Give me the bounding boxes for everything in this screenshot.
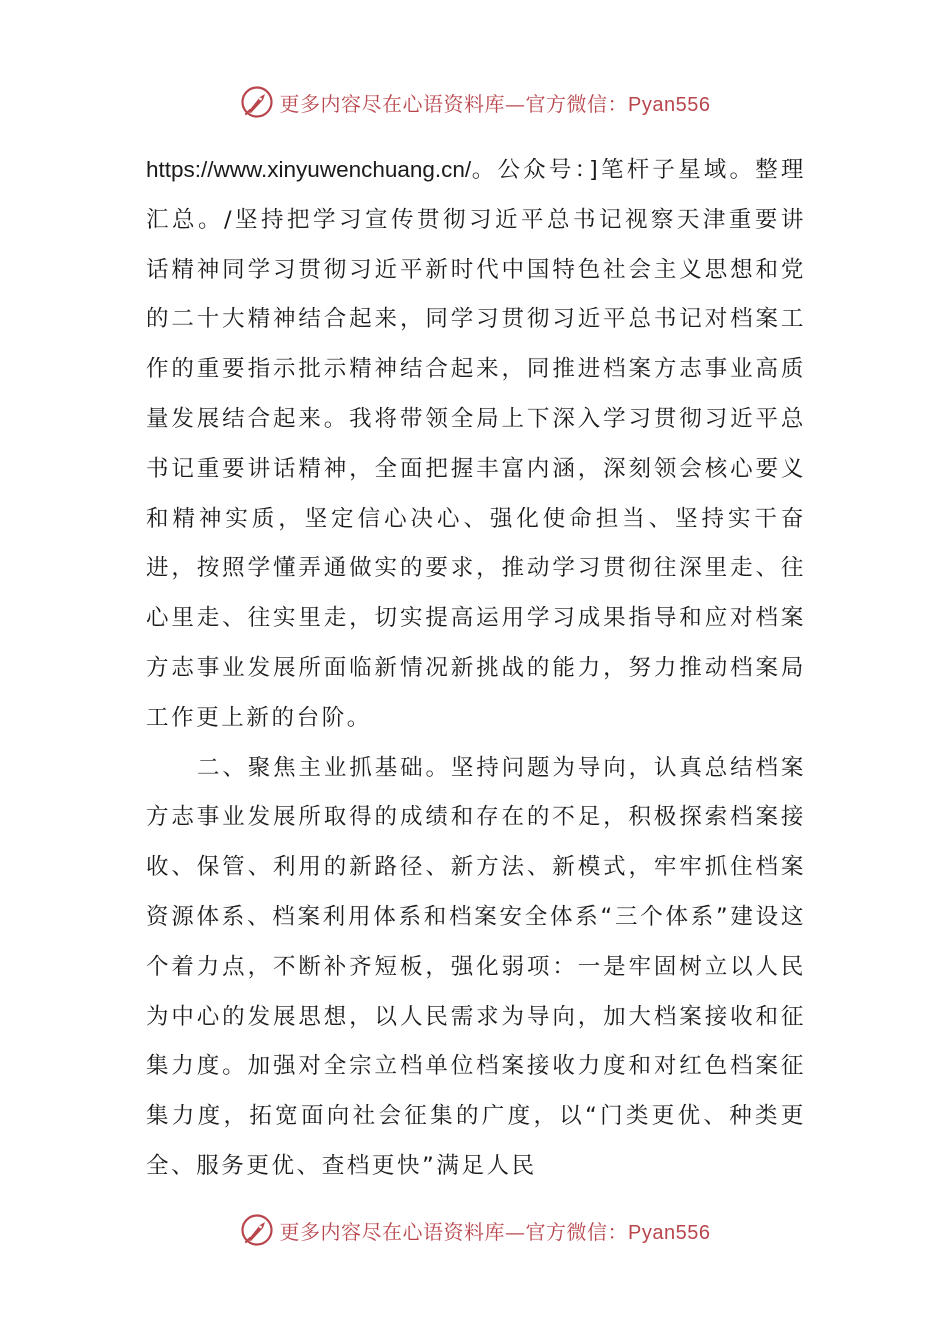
header-banner bbox=[0, 80, 950, 124]
pen-nib-logo-icon bbox=[240, 1213, 274, 1247]
header-promo-text: 更多内容尽在心语资料库 bbox=[279, 91, 506, 116]
footer-separator: — bbox=[505, 1219, 526, 1244]
document-body bbox=[146, 145, 806, 1192]
footer-banner bbox=[0, 1208, 950, 1252]
pen-nib-logo-icon bbox=[240, 85, 274, 119]
header-separator: — bbox=[505, 91, 526, 116]
footer-promo-text: 更多内容尽在心语资料库 bbox=[279, 1219, 506, 1244]
header-banner-text bbox=[280, 88, 711, 117]
footer-wechat-id: Pyan556 bbox=[628, 1221, 711, 1244]
header-wechat-id: Pyan556 bbox=[628, 93, 711, 116]
paragraph-2: 二、聚焦主业抓基础。坚持问题为导向，认真总结档案方志事业发展所取得的成绩和存在的不足，积极探索档案接收、保管、利用的新路径、新方法、新模式，牢牢抓住档案资源体系、档案利用体系和档案安全体系“三个体系”建设这个着力点，不断补齐短板，强化弱项：一是牢固树立以人民为中心的发展思想，以人民需求为导向，加大档案接收和征集力度。加强对全宗立档单位档案接收力度和对红色档案征集力度，拓宽面向社会征集的广度，以“门类更优、种类更全、服务更优、查档更快”满足人民 bbox=[146, 754, 806, 1179]
footer-banner-text bbox=[280, 1216, 711, 1245]
paragraph-1 bbox=[146, 145, 806, 744]
paragraph-1-text: 。公众号：]笔杆子星域。整理汇总。/坚持把学习宣传贯彻习近平总书记视察天津重要讲话精神同学习贯彻习近平新时代中国特色社会主义思想和党的二十大精神结合起来，同学习贯彻习近平总书记对档案工作的重要指示批示精神结合起来，同推进档案方志事业高质量发展结合起来。我将带领全局上下深入学习贯彻习近平总书记重要讲话精神，全面把握丰富内涵，深刻领会核心要义和精神实质，坚定信心决心、强化使命担当、坚持实干奋进，按照学懂弄通做实的要求，推动学习贯彻往深里走、往心里走、往实里走，切实提高运用学习成果指导和应对档案方志事业发展所面临新情况新挑战的能力，努力推动档案局工作更上新的台阶。 bbox=[146, 157, 806, 731]
footer-wechat-label: 官方微信： bbox=[525, 1219, 629, 1244]
website-url: https://www.xinyuwenchuang.cn/ bbox=[146, 157, 472, 182]
header-wechat-label: 官方微信： bbox=[525, 91, 629, 116]
